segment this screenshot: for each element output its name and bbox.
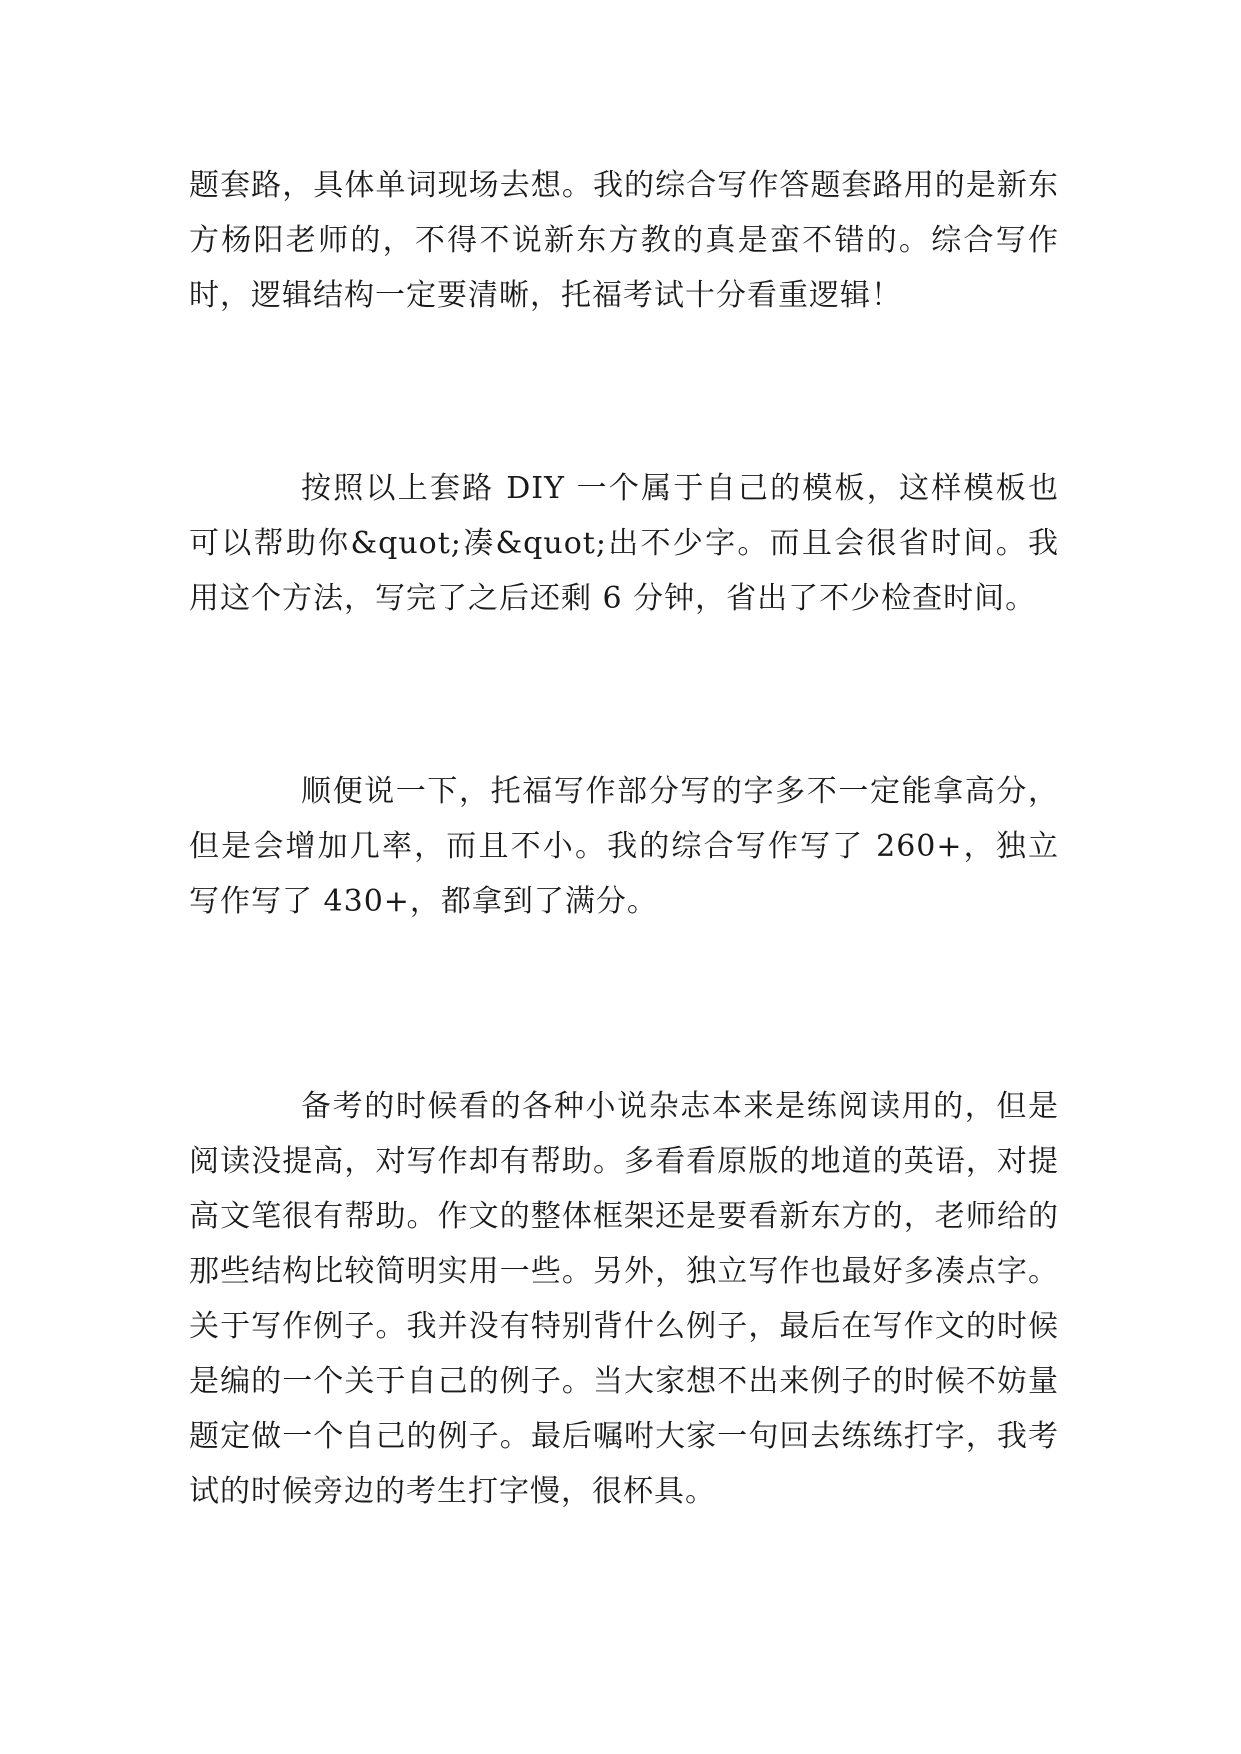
paragraph-2: 按照以上套路 DIY 一个属于自己的模板，这样模板也可以帮助你&quot;凑&quot;出不少字。而且会很省时间。我用这个方法，写完了之后还剩 6 分钟，省出了不少检查时间。 [189, 471, 1059, 616]
paragraph-3: 顺便说一下，托福写作部分写的字多不一定能拿高分，但是会增加几率，而且不小。我的综合写作写了 260+，独立写作写了 430+，都拿到了满分。 [189, 774, 1059, 919]
document-body [189, 158, 1059, 1519]
paragraph-spacer [189, 626, 1059, 764]
paragraph-spacer [189, 323, 1059, 461]
paragraph-1: 题套路，具体单词现场去想。我的综合写作答题套路用的是新东方杨阳老师的，不得不说新东方教的真是蛮不错的。综合写作时，逻辑结构一定要清晰，托福考试十分看重逻辑！ [189, 168, 1059, 313]
paragraph-4: 备考的时候看的各种小说杂志本来是练阅读用的，但是阅读没提高，对写作却有帮助。多看看原版的地道的英语，对提高文笔很有帮助。作文的整体框架还是要看新东方的，老师给的那些结构比较简明实用一些。另外，独立写作也最好多凑点字。关于写作例子。我并没有特别背什么例子，最后在写作文的时候是编的一个关于自己的例子。当大家想不出来例子的时候不妨量题定做一个自己的例子。最后嘱咐大家一句回去练练打字，我考试的时候旁边的考生打字慢，很杯具。 [189, 1089, 1059, 1509]
paragraph-spacer [189, 929, 1059, 1079]
